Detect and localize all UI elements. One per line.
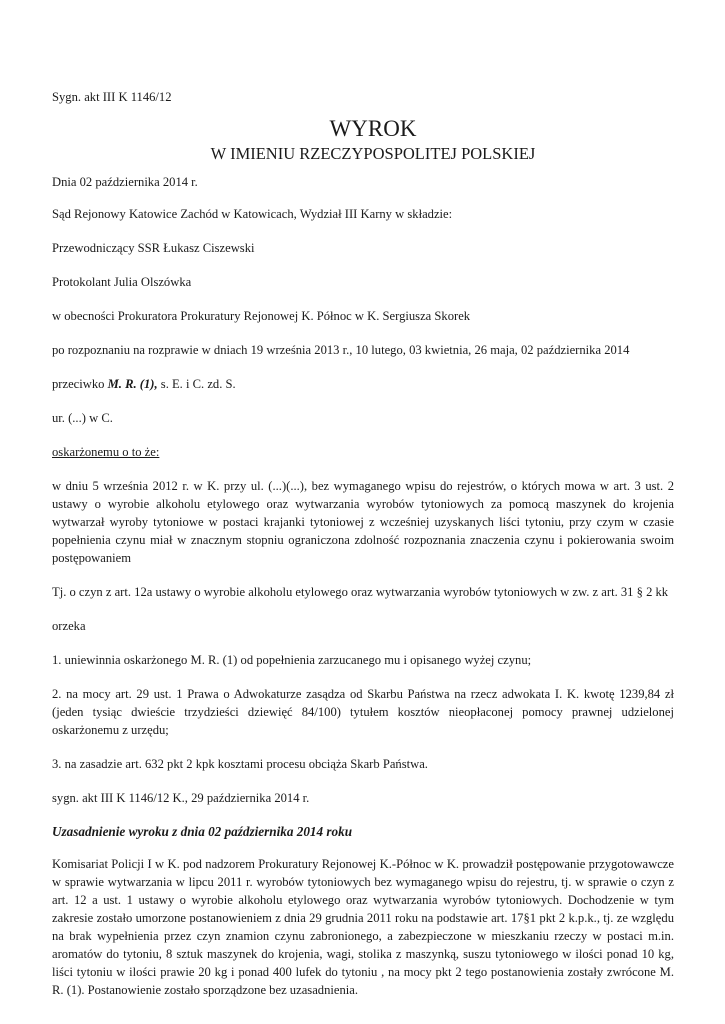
ruling-word: orzeka: [52, 619, 86, 633]
defendant-name: M. R. (1),: [107, 377, 158, 391]
judgment-document: [52, 88, 674, 999]
judgment-date: Dnia 02 października 2014 r.: [52, 175, 198, 189]
charge-heading: oskarżonemu o to że:: [52, 445, 160, 459]
defendant-birth: ur. (...) w C.: [52, 411, 113, 425]
ruling-item: 1. uniewinnia oskarżonego M. R. (1) od popełnienia zarzucanego mu i opisanego wyżej czynu;: [52, 653, 532, 667]
document-title: WYROK: [329, 116, 417, 141]
against-prefix: przeciwko: [52, 377, 108, 391]
hearing-dates: po rozpoznaniu na rozprawie w dniach 19 września 2013 r., 10 lutego, 03 kwietnia, 26 maja, 02 października 2014: [52, 343, 630, 357]
prosecutor-presence: w obecności Prokuratora Prokuratury Rejonowej K. Północ w K. Sergiusza Skorek: [52, 309, 471, 323]
ruling-item: 3. na zasadzie art. 632 pkt 2 kpk kosztami procesu obciąża Skarb Państwa.: [52, 757, 428, 771]
case-signature-bottom: sygn. akt III K 1146/12 K., 29 października 2014 r.: [52, 791, 310, 805]
ruling-item: 2. na mocy art. 29 ust. 1 Prawa o Adwokaturze zasądza od Skarbu Państwa na rzecz adwokata I. K. kwotę 1239,84 zł (jeden tysiąc dwieście trzydzieści dziewięć 84/100) tytułem kosztów nieopłaconej pomocy prawnej udzielonej oskarżonemu z urzędu;: [52, 687, 674, 737]
court-composition: Sąd Rejonowy Katowice Zachód w Katowicach, Wydział III Karny w składzie:: [52, 207, 453, 221]
court-clerk: Protokolant Julia Olszówka: [52, 275, 192, 289]
case-signature-top: Sygn. akt III K 1146/12: [52, 90, 172, 104]
defendant-parents: s. E. i C. zd. S.: [157, 377, 236, 391]
legal-qualification: Tj. o czyn z art. 12a ustawy o wyrobie alkoholu etylowego oraz wytwarzania wyrobów tytoniowych w zw. z art. 31 § 2 kk: [52, 585, 669, 599]
justification-heading: Uzasadnienie wyroku z dnia 02 października 2014 roku: [52, 824, 353, 839]
justification-text: Komisariat Policji I w K. pod nadzorem Prokuratury Rejonowej K.-Północ w K. prowadził postępowanie przygotowawcze w sprawie wytwarzania w lipcu 2011 r. wyrobów tytoniowych bez wymaganego wpisu do rejestru, tj. w sprawie o czyn z art. 12 a ust. 1 ustawy o wyrobie alkoholu etylowego oraz wytwarzania wyrobów tytoniowych. Dochodzenie w tym zakresie zostało umorzone postanowieniem z dnia 29 grudnia 2011 roku na podstawie art. 17§1 pkt 2 k.p.k., tj. ze względu na brak wypełnienia przez czyn znamion czynu zabronionego, a zabezpieczone w mieszkaniu rzeczy w postaci m.in. aromatów do tytoniu, 8 sztuk maszynek do krojenia, wagi, stolika z maszynką, suszu tytoniowego w ilości ponad 10 kg, liści tytoniu w ilości prawie 20 kg i ponad 400 lufek do tytoniu , na mocy pkt 2 tego postanowienia zostały zwrócone M. R. (1). Postanowienie zostało sporządzone bez uzasadnienia.: [52, 857, 674, 997]
charge-description: w dniu 5 września 2012 r. w K. przy ul. (...)(...), bez wymaganego wpisu do rejestrów, o których mowa w art. 3 ust. 2 ustawy o wyrobie alkoholu etylowego oraz wytwarzania wyrobów tytoniowych za pomocą maszynek do krojenia wytwarzał wyroby tytoniowe w postaci krajanki tytoniowej z wcześniej uzyskanych liści tytoniu, przy czym w czasie popełnienia czynu miał w znacznym stopniu ograniczona zdolność rozpoznania znaczenia czynu i pokierowania swoim postępowaniem: [52, 479, 674, 565]
presiding-judge: Przewodniczący SSR Łukasz Ciszewski: [52, 241, 255, 255]
defendant-line: [52, 375, 674, 393]
document-subtitle: W IMIENIU RZECZYPOSPOLITEJ POLSKIEJ: [210, 144, 536, 163]
